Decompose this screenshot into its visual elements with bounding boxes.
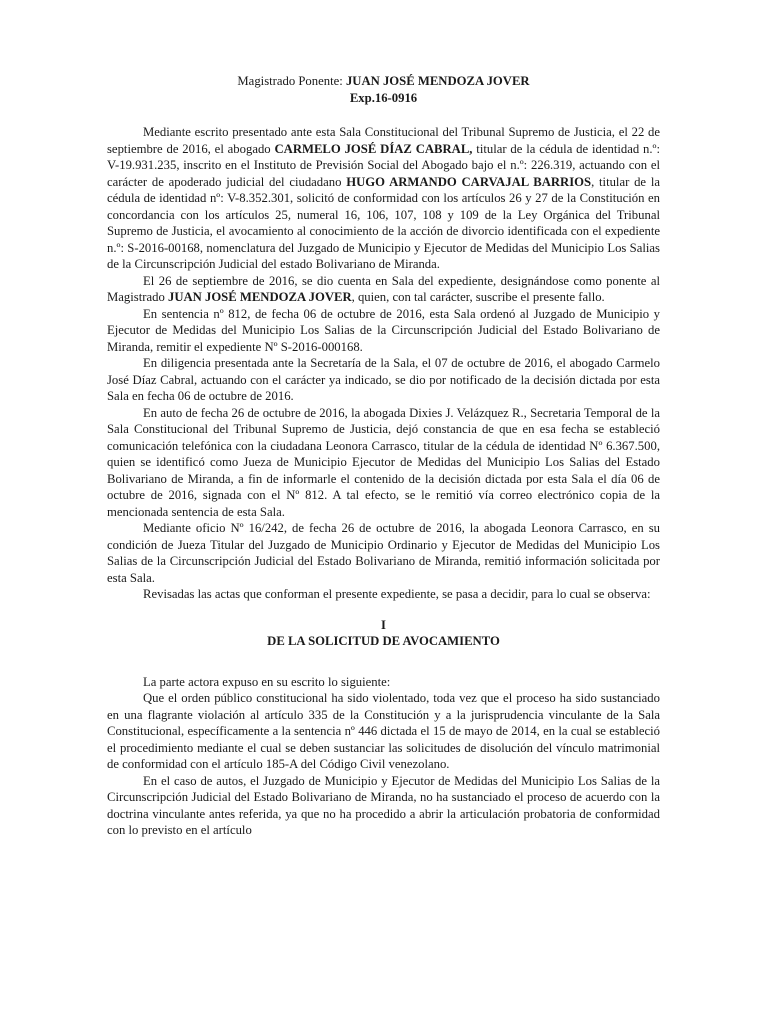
paragraph [107,773,660,839]
section-number: I [381,617,386,632]
paragraph-text: Que el orden público constitucional ha sido violentado, toda vez que el proceso ha sido sustanciado en una flagrante violación al artículo 335 de la Constitución y a la jurisprudencia vinculante de la Sala Constitucional, específicamente a la sentencia nº 446 dictada el 15 de mayo de 2014, en la cual se estableció el procedimiento mediante el cual se deben sustanciar las solicitudes de disolución del vínculo matrimonial de conformidad con el artículo 185-A del Código Civil venezolano. [107,691,660,771]
paragraph-text: , titular de la cédula de identidad nº: V-8.352.301, solicitó de conformidad con los artículos 26 y 27 de la Constitución en concordancia con los artículos 25, numeral 16, 106, 107, 108 y 109 de la Ley Orgánica del Tribunal Supremo de Justicia, el avocamiento al conocimiento de la acción de divorcio identificada con el expediente n.º: S-2016-00168, nomenclatura del Juzgado de Municipio y Ejecutor de Medidas del Municipio Los Salias de la Circunscripción Judicial del estado Bolivariano de Miranda. [107,174,660,271]
paragraph [107,586,660,603]
magistrado-label: Magistrado Ponente: [237,74,346,88]
paragraph-text: En sentencia nº 812, de fecha 06 de octubre de 2016, esta Sala ordenó al Juzgado de Municipio y Ejecutor de Medidas del Municipio Los Salias de la Circunscripción Judicial del Estado Bolivariano de Miranda, remitir el expediente Nº S-2016-000168. [107,306,660,354]
paragraph-text: Mediante oficio Nº 16/242, de fecha 26 de octubre de 2016, la abogada Leonora Carrasco, en su condición de Jueza Titular del Juzgado de Municipio Ordinario y Ejecutor de Medidas del Municipio Los Salias de la Circunscripción Judicial del Estado Bolivariano de Miranda, remitió información solicitada por esta Sala. [107,521,660,585]
paragraph [107,674,660,691]
intro-paragraphs [107,124,660,603]
section-title: DE LA SOLICITUD DE AVOCAMIENTO [267,634,500,648]
paragraph [107,355,660,405]
magistrado-name: JUAN JOSÉ MENDOZA JOVER [345,74,530,88]
paragraph [107,124,660,273]
paragraph-text: En el caso de autos, el Juzgado de Municipio y Ejecutor de Medidas del Municipio Los Salias de la Circunscripción Judicial del Estado Bolivariano de Miranda, no ha sustanciado el proceso de acuerdo con la doctrina vinculante antes referida, ya que no ha procedido a abrir la articulación probatoria de conformidad con lo previsto en el artículo [107,773,660,837]
paragraph-text: Revisadas las actas que conforman el presente expediente, se pasa a decidir, para lo cual se observa: [143,587,651,601]
paragraph [107,273,660,306]
paragraph-text: , quien, con tal carácter, suscribe el presente fallo. [351,290,605,304]
paragraph-text: En diligencia presentada ante la Secretaría de la Sala, el 07 de octubre de 2016, el abogado Carmelo José Díaz Cabral, actuando con el carácter ya indicado, se dio por notificado de la decisión dictada por esta Sala en fecha 06 de octubre de 2016. [107,356,660,403]
paragraph [107,520,660,586]
paragraph-text: Mediante escrito presentado ante esta Sala Constitucional del Tribunal Supremo de Justicia, el 22 de septiembre de 2016, el abogado [107,125,660,156]
document-body [107,73,660,839]
paragraph [107,405,660,521]
document-header [107,73,660,106]
section-heading [107,617,660,650]
paragraph-text: La parte actora expuso en su escrito lo siguiente: [143,674,391,689]
paragraph-text: En auto de fecha 26 de octubre de 2016, la abogada Dixies J. Velázquez R., Secretaria Temporal de la Sala Constitucional del Tribunal Supremo de Justicia, dejó constancia de que en esa fecha se estableció comunicación telefónica con la ciudadana Leonora Carrasco, titular de la cédula de identidad Nº 6.367.500, quien se identificó como Jueza de Municipio Ejecutor de Medidas del Municipio Los Salias del Estado Bolivariano de Miranda, a fin de informarle el contenido de la decisión dictada por esta Sala el día 06 de octubre de 2016, signada con el Nº 812. A tal efecto, se le remitió vía correo electrónico copia de la mencionada sentencia de esta Sala. [107,405,660,519]
section-paragraphs [107,674,660,839]
paragraph-text: El 26 de septiembre de 2016, se dio cuenta en Sala del expediente, designándose como ponente al Magistrado [107,273,660,304]
paragraph [107,306,660,356]
bold-text: HUGO ARMANDO CARVAJAL BARRIOS [346,174,592,189]
bold-text: CARMELO JOSÉ DÍAZ CABRAL, [274,141,473,156]
bold-text: JUAN JOSÉ MENDOZA JOVER [167,290,352,304]
expediente-number: Exp.16-0916 [349,90,418,105]
expediente-line [107,90,660,107]
magistrado-line [107,73,660,90]
paragraph [107,690,660,773]
paragraph-text: titular de la cédula de identidad n.º: V-19.931.235, inscrito en el Instituto de Previsión Social del Abogado bajo el n.º: 226.319, actuando con el carácter de apoderado judicial del ciudadano [107,141,661,189]
